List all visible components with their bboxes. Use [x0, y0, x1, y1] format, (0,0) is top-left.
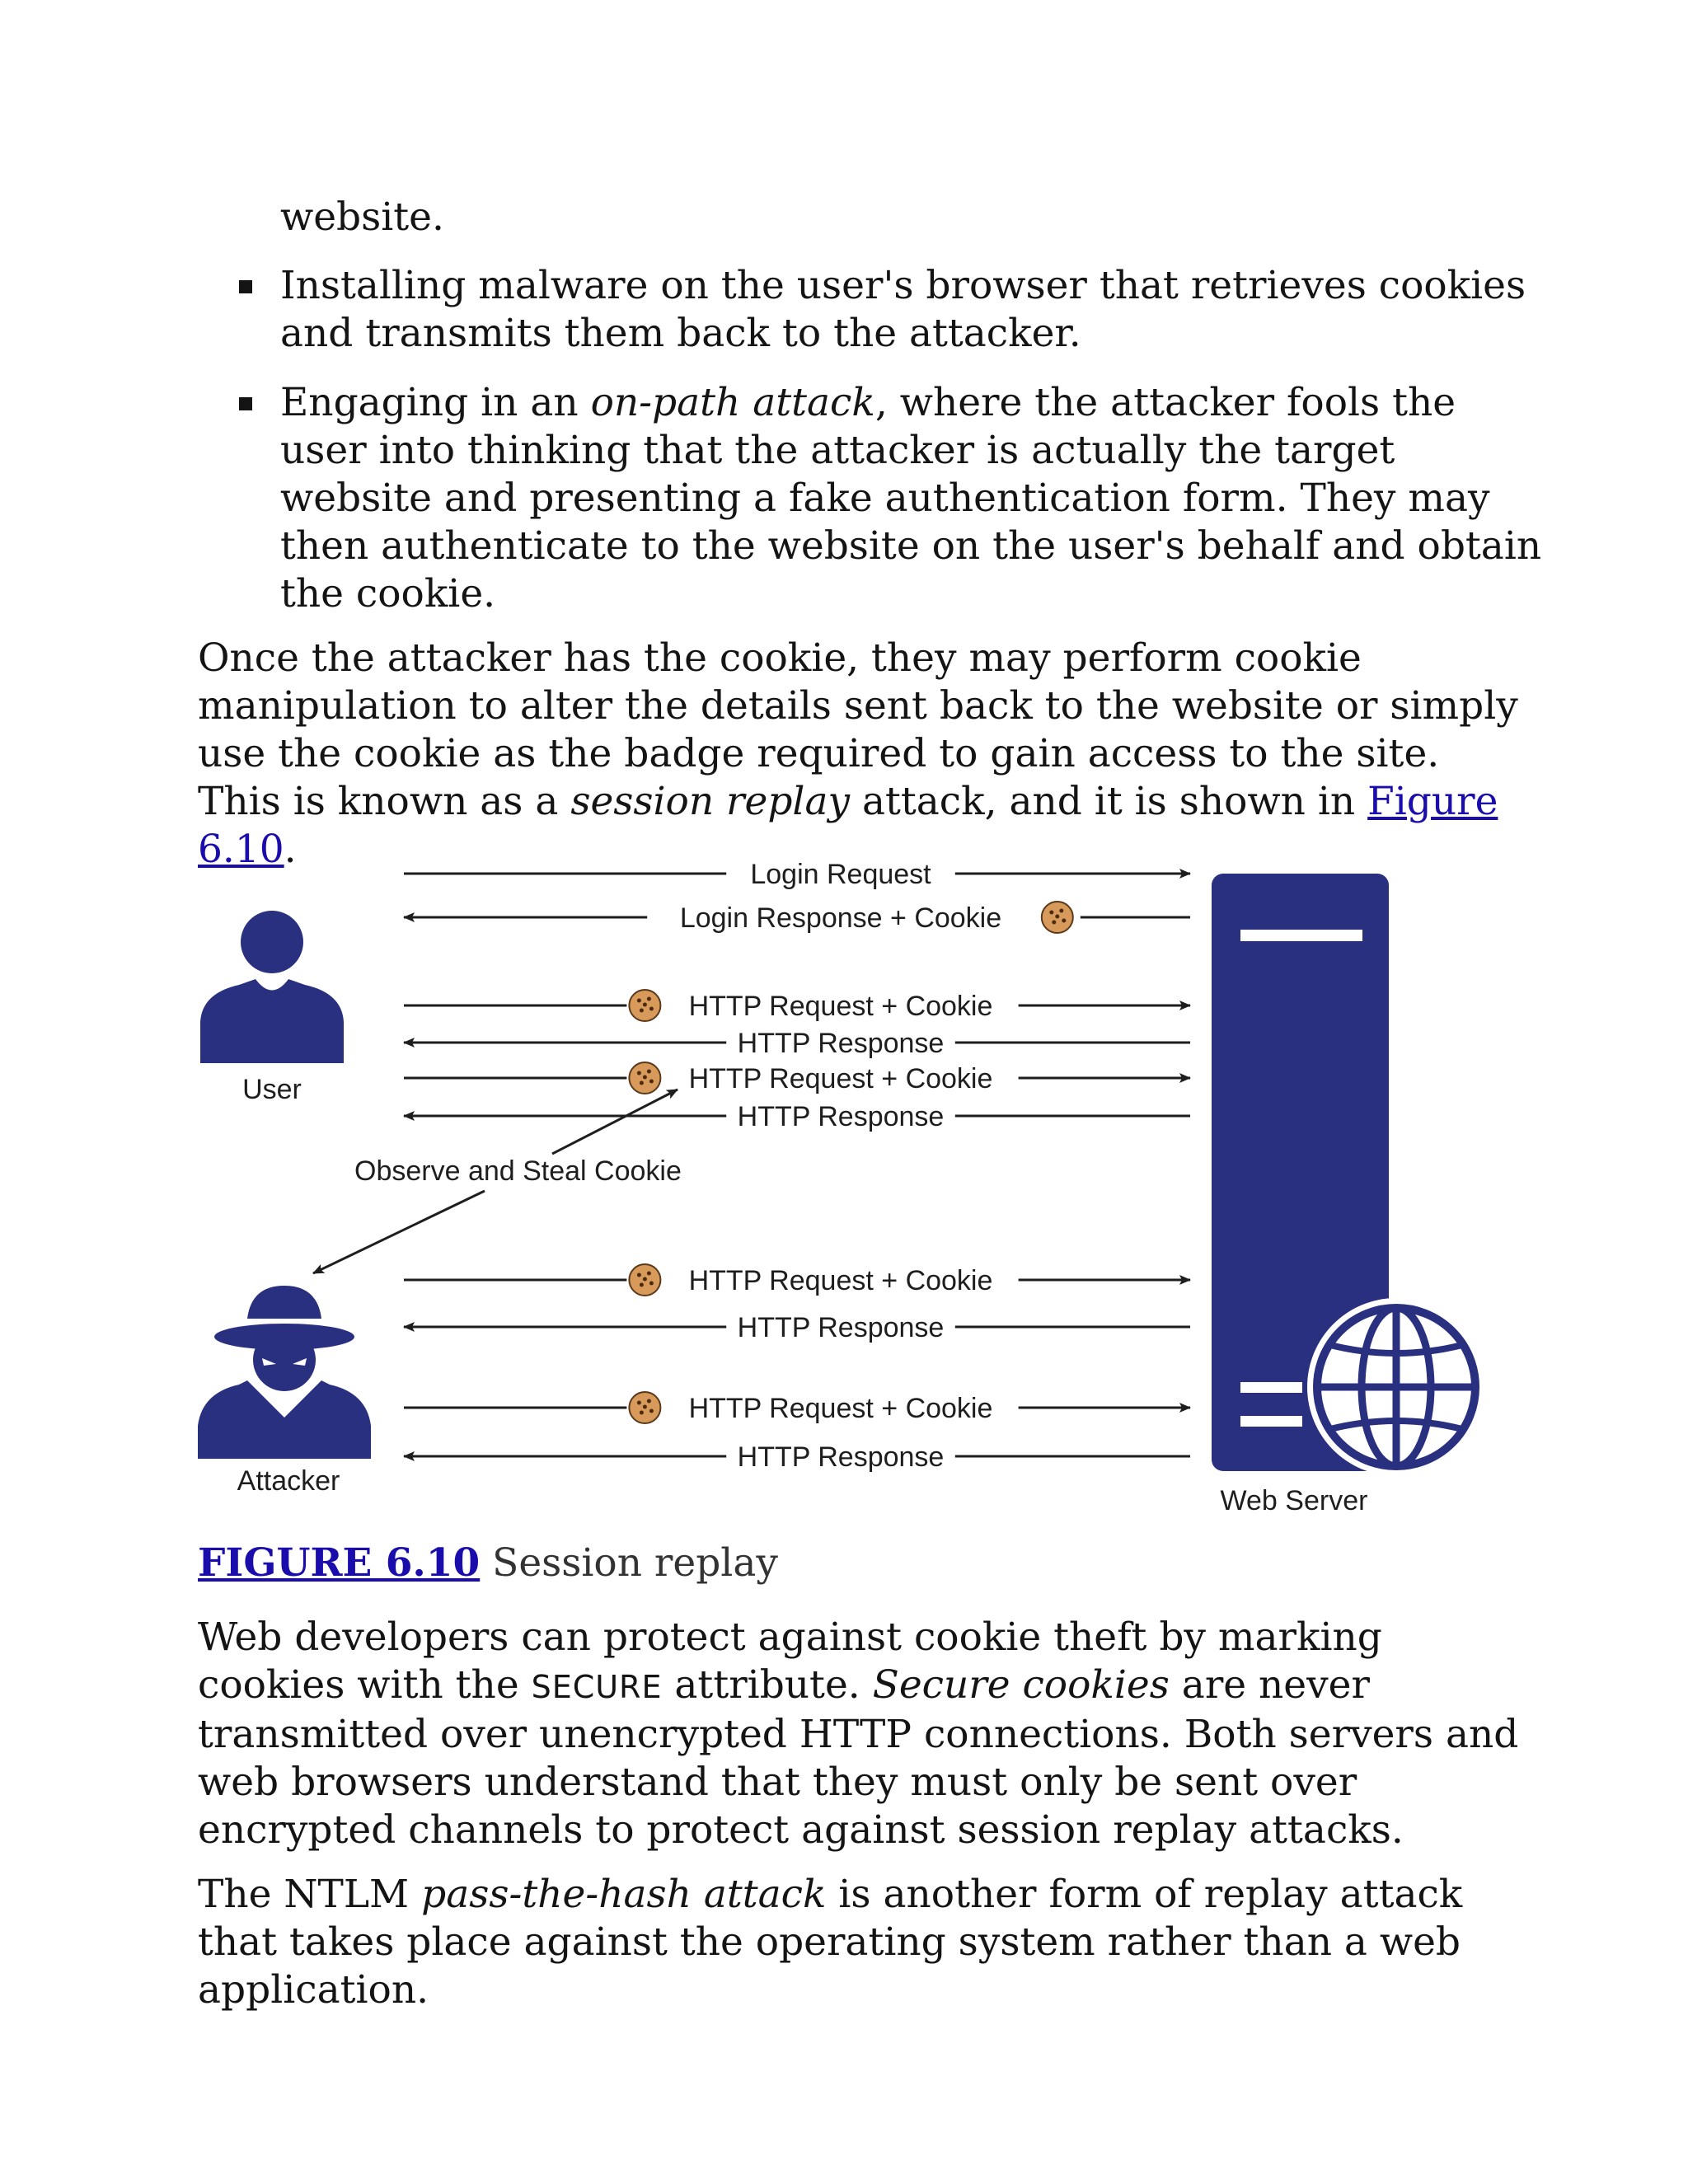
figure-number-link[interactable]: FIGURE 6.10 [198, 1540, 481, 1586]
user-label: User [242, 1074, 302, 1105]
caption-text: Session replay [480, 1540, 778, 1586]
cookie-icon [629, 990, 660, 1021]
message-request-arrow [404, 859, 1190, 890]
secure-attribute: SECURE [531, 1669, 663, 1705]
message-label: HTTP Response [737, 1312, 945, 1343]
paragraph-secure-cookies [198, 1614, 1533, 1854]
message-request-arrow [404, 1392, 1190, 1424]
steal-arrow-to-cookie [552, 1090, 678, 1154]
cookie-icon [629, 1392, 660, 1423]
figure-link[interactable]: Figure 6.10 [198, 779, 1498, 872]
attacker-icon [198, 1286, 371, 1459]
message-label: HTTP Response [737, 1028, 945, 1059]
message-label: HTTP Request + Cookie [688, 991, 993, 1022]
message-label: HTTP Request + Cookie [688, 1063, 993, 1094]
message-request-arrow [404, 990, 1190, 1022]
para-text: Once the attacker has the cookie, they may perform cookie manipulation to alter the details sent back to the website or simply use the cookie as the badge required to gain access to the site. This is known as a [198, 635, 1518, 824]
message-label: Login Response + Cookie [679, 902, 1002, 934]
message-label: HTTP Request + Cookie [688, 1265, 993, 1296]
steal-label: Observe and Steal Cookie [354, 1155, 682, 1187]
para-text: attack, and it is shown in [850, 779, 1368, 824]
message-response-arrow [404, 1028, 1190, 1059]
bullet-text: Installing malware on the user's browser that retrieves cookies and transmits them back to the attacker. [280, 263, 1526, 356]
para-text: are never transmitted over unencrypted HTTP connections. Both servers and web browsers understand that they must only be sent over encrypted channels to protect against session replay attacks. [198, 1662, 1519, 1853]
figure-caption [198, 1540, 778, 1587]
attacker-label: Attacker [237, 1465, 340, 1497]
bullet-text-pre: Engaging in an [280, 380, 591, 425]
message-label: Login Request [750, 859, 931, 890]
user-icon [200, 911, 344, 1063]
para-text: The NTLM [198, 1872, 422, 1917]
message-request-arrow [404, 1062, 1190, 1094]
bullet-emphasis: on-path attack [590, 380, 875, 425]
cookie-icon [629, 1062, 660, 1094]
message-response-arrow [404, 1312, 1190, 1343]
server-label: Web Server [1220, 1485, 1368, 1516]
bullet-text-post: , where the attacker fools the user into thinking that the attacker is actually the target website and presenting a fake authentication form. They may then authenticate to the website on the user's behalf and obtain the cookie. [280, 380, 1542, 616]
message-response-arrow [404, 902, 1190, 934]
para-emphasis: pass-the-hash attack [421, 1872, 827, 1917]
cookie-icon [629, 1264, 660, 1296]
cookie-icon [1042, 902, 1073, 933]
steal-arrow-to-attacker [313, 1191, 485, 1273]
message-label: HTTP Response [737, 1101, 945, 1132]
para-emphasis: Secure cookies [872, 1662, 1170, 1708]
globe-icon [1307, 1298, 1485, 1476]
message-label: HTTP Response [737, 1441, 945, 1473]
para-text: attribute. [662, 1662, 873, 1708]
message-label: HTTP Request + Cookie [688, 1393, 993, 1424]
para-text: is another form of replay attack that takes place against the operating system rather than a web application. [198, 1872, 1463, 2013]
message-request-arrow [404, 1264, 1190, 1296]
message-response-arrow [404, 1441, 1190, 1473]
para-emphasis: session replay [570, 779, 851, 824]
intro-line: website. [280, 194, 444, 240]
message-response-arrow [404, 1101, 1190, 1132]
para-text: Web developers can protect against cookie theft by marking cookies with the [198, 1615, 1382, 1708]
paragraph-pass-the-hash [198, 1871, 1533, 2014]
para-text: . [284, 827, 297, 872]
